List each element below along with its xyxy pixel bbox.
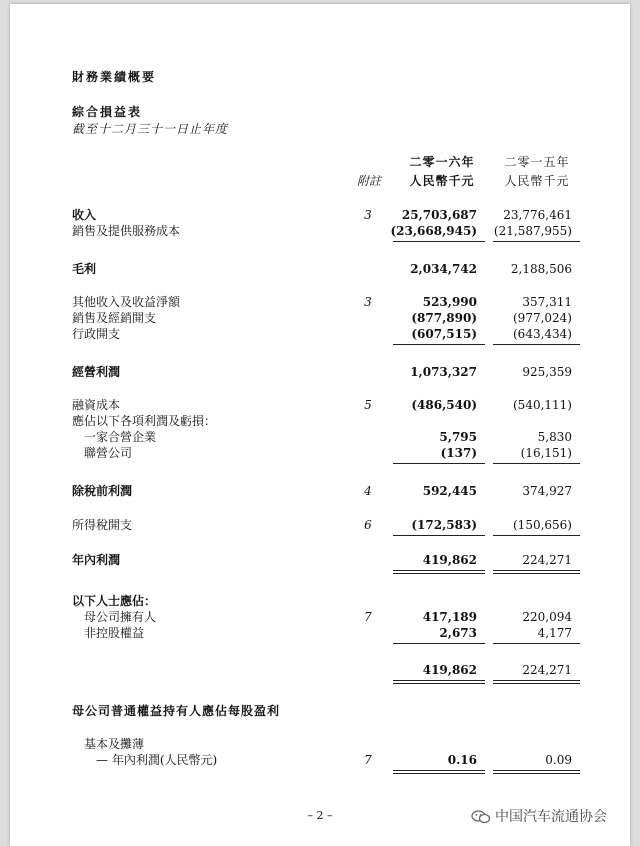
value-2016: 592,445 — [422, 484, 477, 498]
value-2016: 25,703,687 — [401, 208, 477, 222]
value-2015: (21,587,955) — [493, 224, 572, 238]
value-2015: (540,111) — [513, 398, 572, 412]
row-label: 應佔以下各項利潤及虧損： — [72, 414, 217, 428]
value-2016: (137) — [440, 446, 477, 460]
rule-2015 — [493, 463, 580, 464]
rule-2015 — [493, 344, 580, 345]
value-2016: 1,073,327 — [410, 365, 477, 379]
rule-2016 — [393, 344, 485, 345]
row-label: 銷售及提供服務成本 — [72, 224, 181, 238]
row-note: 5 — [364, 398, 372, 412]
watermark — [471, 806, 607, 826]
note-column-header: 附註 — [356, 174, 381, 188]
row-note: 3 — [364, 208, 372, 222]
row-label: 聯營公司 — [84, 446, 133, 460]
document-page — [10, 4, 630, 846]
row-label: — 年內利潤(人民幣元) — [96, 753, 218, 767]
value-2015: 224,271 — [522, 553, 572, 567]
eps-title: 母公司普通權益持有人應佔每股盈利 — [72, 704, 281, 718]
value-2015: 220,094 — [522, 610, 572, 624]
value-2016: (172,583) — [411, 518, 477, 532]
row-note: 4 — [364, 484, 372, 498]
rule-2015 — [493, 241, 580, 242]
value-2015: 925,359 — [522, 365, 572, 379]
row-label: 一家合營企業 — [84, 430, 157, 444]
value-2015: 4,177 — [537, 626, 572, 640]
value-2015: 374,927 — [522, 484, 572, 498]
row-label: 以下人士應佔： — [72, 594, 157, 608]
value-2015: 357,311 — [522, 295, 572, 309]
rule-2016 — [393, 241, 485, 242]
rule-2016 — [393, 463, 485, 464]
value-2015: 224,271 — [522, 663, 572, 677]
row-label: 母公司擁有人 — [84, 610, 157, 624]
value-2015: 0.09 — [545, 753, 572, 767]
rule-2015 — [493, 535, 580, 536]
value-2016: 2,034,742 — [410, 262, 477, 276]
section-title: 財務業績概要 — [72, 70, 157, 84]
statement-title: 綜合損益表 — [72, 105, 143, 119]
value-2016: 0.16 — [447, 753, 477, 767]
row-label: 毛利 — [72, 262, 97, 276]
value-2016: (607,515) — [411, 327, 477, 341]
double-rule-2016 — [393, 570, 485, 574]
value-2016: 2,673 — [439, 626, 477, 640]
currency-2016-header: 人民幣千元 — [409, 174, 475, 188]
row-note: 3 — [364, 295, 372, 309]
value-2015: 2,188,506 — [510, 262, 572, 276]
rule-2016 — [393, 535, 485, 536]
value-2016: (486,540) — [411, 398, 477, 412]
value-2015: 23,776,461 — [503, 208, 572, 222]
value-2016: (877,890) — [411, 311, 477, 325]
value-2016: 417,189 — [422, 610, 477, 624]
value-2016: 523,990 — [422, 295, 477, 309]
row-label: 收入 — [72, 208, 97, 222]
double-rule-2016 — [393, 680, 485, 684]
row-label: 非控股權益 — [84, 626, 145, 640]
value-2016: (23,668,945) — [390, 224, 477, 238]
value-2015: (16,151) — [520, 446, 572, 460]
row-label: 年內利潤 — [72, 553, 121, 567]
value-2015: (150,656) — [513, 518, 572, 532]
row-label: 經營利潤 — [72, 365, 121, 379]
row-label: 融資成本 — [72, 398, 121, 412]
year-2015-header: 二零一五年 — [504, 155, 570, 169]
page-number: – 2 – — [307, 809, 333, 822]
value-2015: (977,024) — [513, 311, 572, 325]
row-label: 其他收入及收益淨額 — [72, 295, 181, 309]
row-note: 6 — [364, 518, 372, 532]
year-2016-header: 二零一六年 — [409, 155, 475, 169]
row-label: 所得稅開支 — [72, 518, 133, 532]
row-label: 除稅前利潤 — [72, 484, 133, 498]
double-rule-2015 — [493, 570, 580, 574]
watermark-text: 中国汽车流通协会 — [495, 809, 607, 825]
rule-2015 — [493, 643, 580, 644]
double-rule-2015 — [493, 770, 580, 774]
value-2016: 419,862 — [422, 663, 477, 677]
value-2015: (643,434) — [513, 327, 572, 341]
value-2016: 419,862 — [422, 553, 477, 567]
basic-diluted-label: 基本及攤薄 — [84, 737, 145, 751]
currency-2015-header: 人民幣千元 — [504, 174, 570, 188]
row-label: 行政開支 — [72, 327, 121, 341]
wechat-icon — [471, 810, 491, 824]
double-rule-2015 — [493, 680, 580, 684]
row-note: 7 — [364, 753, 372, 767]
value-2015: 5,830 — [537, 430, 572, 444]
row-note: 7 — [364, 610, 372, 624]
double-rule-2016 — [393, 770, 485, 774]
row-label: 銷售及經銷開支 — [72, 311, 157, 325]
rule-2016 — [393, 643, 485, 644]
period-label: 截至十二月三十一日止年度 — [72, 122, 229, 136]
value-2016: 5,795 — [439, 430, 477, 444]
